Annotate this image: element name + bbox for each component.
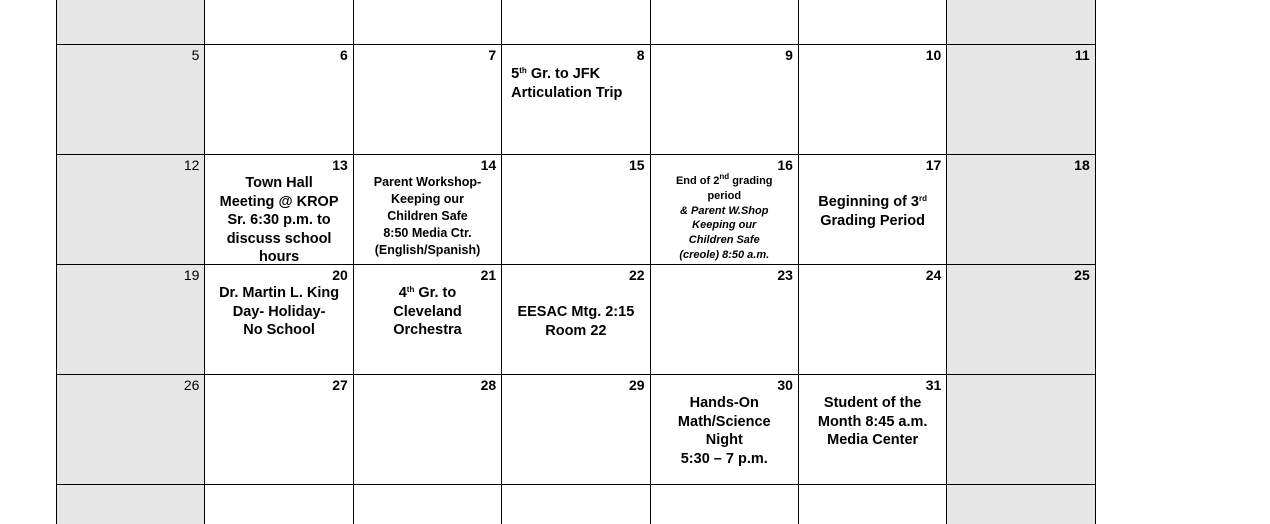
day-number: 10 (925, 47, 942, 63)
calendar-week (57, 374, 1096, 484)
day-number: 20 (332, 267, 348, 283)
day-cell[interactable] (947, 155, 1095, 264)
day-cell[interactable] (651, 265, 799, 374)
day-cell[interactable] (502, 485, 650, 524)
event-line: End of 2 (675, 175, 720, 187)
event-line: Beginning of 3 (818, 194, 919, 210)
day-number: 21 (480, 267, 497, 283)
event-line: Gr. to JFK (526, 66, 601, 82)
day-number: 19 (183, 267, 200, 283)
day-cell[interactable] (354, 375, 502, 484)
event-sup: th (519, 66, 527, 75)
day-cell[interactable] (205, 45, 353, 154)
day-number: 6 (339, 47, 348, 63)
day-cell[interactable] (651, 485, 799, 524)
day-cell[interactable] (651, 45, 799, 154)
calendar-week (57, 484, 1096, 524)
event-line: period (707, 189, 742, 202)
event-line: Children Safe (688, 234, 760, 247)
event-line: grading (729, 175, 773, 187)
day-cell[interactable] (205, 485, 353, 524)
event-text (655, 174, 794, 263)
event-sup: nd (719, 172, 730, 181)
event-line: Day- Holiday- (232, 303, 326, 320)
day-number: 25 (1074, 267, 1090, 283)
event-line: EESAC Mtg. 2:15 (517, 304, 635, 320)
day-cell[interactable] (502, 375, 650, 484)
day-cell[interactable] (205, 0, 353, 44)
day-number: 11 (1074, 47, 1090, 63)
day-number: 16 (777, 157, 793, 173)
event-line: Articulation Trip (511, 84, 623, 101)
event-line: Student of the (823, 395, 922, 411)
day-number: 22 (628, 267, 645, 283)
day-cell[interactable] (651, 155, 799, 264)
day-cell[interactable] (57, 45, 205, 154)
day-cell[interactable] (651, 0, 799, 44)
event-line: Children Safe (387, 209, 468, 223)
day-number: 9 (785, 47, 793, 63)
event-line: Keeping our (692, 219, 757, 232)
event-line: Hands-On (689, 395, 759, 411)
day-cell[interactable] (799, 375, 947, 484)
event-line: Grading Period (820, 212, 926, 229)
day-number: 12 (183, 157, 200, 173)
event-line: Gr. to (414, 285, 457, 301)
day-number: 26 (183, 377, 200, 393)
day-cell[interactable] (947, 265, 1095, 374)
event-line: No School (243, 322, 315, 338)
event-text (209, 174, 348, 264)
day-cell[interactable] (57, 265, 205, 374)
event-line: 5:30 – 7 p.m. (680, 450, 768, 467)
day-number: 8 (636, 47, 645, 63)
day-number: 15 (628, 157, 645, 173)
event-text (803, 193, 942, 230)
day-number: 14 (480, 157, 497, 173)
event-line: Month 8:45 a.m. (817, 413, 928, 430)
event-text (803, 394, 942, 450)
event-line: 5 (511, 66, 520, 82)
event-line: Cleveland (393, 303, 462, 320)
day-cell[interactable] (799, 45, 947, 154)
day-number: 24 (925, 267, 942, 283)
calendar-week (57, 154, 1096, 264)
calendar-week (57, 264, 1096, 374)
day-cell[interactable] (947, 485, 1095, 524)
event-line: Math/Science (677, 413, 771, 430)
event-line: 8:50 Media Ctr. (383, 226, 472, 240)
event-line: discuss school (226, 230, 332, 247)
day-number: 30 (777, 377, 793, 393)
event-text (209, 284, 348, 340)
day-cell[interactable] (57, 485, 205, 524)
event-sup: rd (918, 194, 927, 203)
day-cell[interactable] (502, 0, 650, 44)
event-line: & Parent W.Shop (680, 204, 769, 217)
event-text (358, 284, 497, 340)
day-cell[interactable] (205, 265, 353, 374)
event-line: Town Hall (245, 175, 313, 191)
day-cell[interactable] (502, 45, 650, 154)
event-text (358, 174, 497, 259)
event-text (511, 65, 645, 102)
event-line: (English/Spanish) (374, 243, 481, 257)
day-cell[interactable] (354, 155, 502, 264)
day-cell[interactable] (57, 0, 205, 44)
event-line: Keeping our (391, 192, 464, 206)
day-cell[interactable] (799, 265, 947, 374)
day-cell[interactable] (205, 375, 353, 484)
day-number: 13 (332, 157, 348, 173)
calendar-week (57, 0, 1096, 44)
day-number: 7 (488, 47, 497, 63)
day-cell[interactable] (354, 45, 502, 154)
day-cell[interactable] (947, 375, 1095, 484)
event-line: Meeting @ KROP (219, 193, 339, 210)
day-number: 27 (332, 377, 348, 393)
event-text (506, 303, 645, 340)
day-cell[interactable] (57, 155, 205, 264)
day-cell[interactable] (354, 485, 502, 524)
event-line: Dr. Martin L. King (219, 285, 340, 301)
calendar-grid (56, 0, 1096, 524)
day-cell[interactable] (799, 0, 947, 44)
day-number: 18 (1074, 157, 1090, 173)
event-text (655, 394, 794, 468)
day-cell[interactable] (947, 45, 1095, 154)
day-cell[interactable] (205, 155, 353, 264)
event-line: Night (705, 432, 743, 448)
day-cell[interactable] (502, 265, 650, 374)
day-cell[interactable] (799, 155, 947, 264)
event-line: (creole) 8:50 a.m. (679, 248, 770, 261)
day-number: 28 (480, 377, 497, 393)
day-cell[interactable] (57, 375, 205, 484)
event-line: hours (258, 249, 300, 264)
day-cell[interactable] (354, 265, 502, 374)
event-line: Sr. 6:30 p.m. to (227, 212, 331, 228)
day-number: 29 (628, 377, 645, 393)
day-number: 5 (191, 47, 200, 63)
day-number: 31 (925, 377, 942, 393)
day-cell[interactable] (502, 155, 650, 264)
day-cell[interactable] (651, 375, 799, 484)
event-line: 4 (398, 285, 407, 301)
day-cell[interactable] (799, 485, 947, 524)
event-line: Media Center (827, 432, 919, 448)
event-line: Room 22 (545, 322, 607, 339)
day-number: 17 (925, 157, 942, 173)
event-line: Orchestra (393, 322, 462, 338)
event-line: Parent Workshop- (373, 175, 482, 189)
event-sup: th (406, 285, 415, 294)
day-number: 23 (777, 267, 793, 283)
day-cell[interactable] (354, 0, 502, 44)
day-cell[interactable] (947, 0, 1095, 44)
calendar-week (57, 44, 1096, 154)
